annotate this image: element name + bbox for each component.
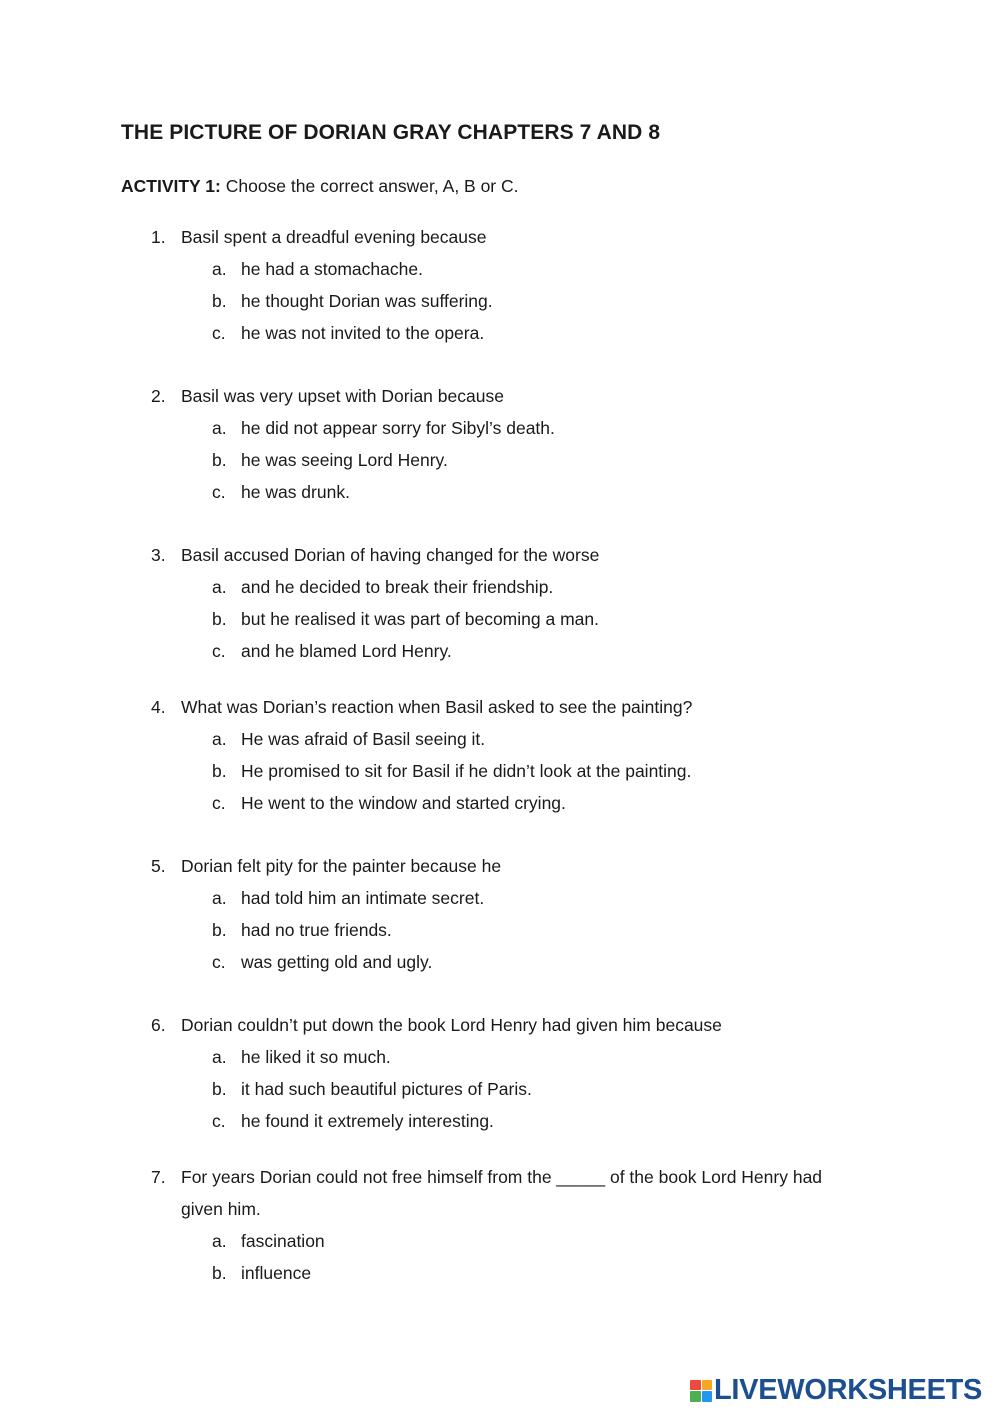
- option-letter: c.: [212, 952, 226, 972]
- question-number: 6.: [151, 1015, 166, 1035]
- option-text: had told him an intimate secret.: [241, 888, 485, 908]
- option-2c[interactable]: [212, 482, 350, 503]
- activity-label: ACTIVITY 1:: [121, 176, 221, 196]
- option-letter: b.: [212, 920, 227, 940]
- option-text: he liked it so much.: [241, 1047, 391, 1067]
- option-7a[interactable]: [212, 1231, 325, 1252]
- option-6c[interactable]: [212, 1111, 494, 1132]
- question-4: [151, 697, 692, 718]
- question-number: 1.: [151, 227, 166, 247]
- option-letter: a.: [212, 1231, 227, 1251]
- option-letter: a.: [212, 888, 227, 908]
- option-text: and he decided to break their friendship.: [241, 577, 554, 597]
- option-3b[interactable]: [212, 609, 599, 630]
- question-6: [151, 1015, 722, 1036]
- option-7b[interactable]: [212, 1263, 311, 1284]
- activity-text: Choose the correct answer, A, B or C.: [225, 176, 519, 196]
- option-6b[interactable]: [212, 1079, 532, 1100]
- question-2: [151, 386, 504, 407]
- question-7: [151, 1167, 822, 1188]
- option-letter: a.: [212, 729, 227, 749]
- option-text: he was drunk.: [241, 482, 350, 502]
- question-text: For years Dorian could not free himself from the _____ of the book Lord Henry had: [181, 1167, 823, 1187]
- question-7-continuation: given him.: [181, 1199, 261, 1219]
- question-1: [151, 227, 487, 248]
- option-text: it had such beautiful pictures of Paris.: [241, 1079, 532, 1099]
- option-letter: c.: [212, 482, 226, 502]
- question-number: 7.: [151, 1167, 166, 1187]
- option-5b[interactable]: [212, 920, 392, 941]
- option-letter: a.: [212, 418, 227, 438]
- option-text: he had a stomachache.: [241, 259, 423, 279]
- option-letter: a.: [212, 1047, 227, 1067]
- option-1c[interactable]: [212, 323, 484, 344]
- question-5: [151, 856, 501, 877]
- option-letter: a.: [212, 259, 227, 279]
- question-number: 5.: [151, 856, 166, 876]
- option-letter: b.: [212, 761, 227, 781]
- option-1a[interactable]: [212, 259, 423, 280]
- liveworksheets-logo[interactable]: [690, 1374, 982, 1407]
- option-letter: b.: [212, 1079, 227, 1099]
- option-text: He promised to sit for Basil if he didn’t look at the painting.: [241, 761, 692, 781]
- option-4a[interactable]: [212, 729, 485, 750]
- page-title: THE PICTURE OF DORIAN GRAY CHAPTERS 7 AND 8: [121, 121, 661, 144]
- option-3c[interactable]: [212, 641, 452, 662]
- option-letter: c.: [212, 323, 226, 343]
- option-4c[interactable]: [212, 793, 566, 814]
- option-text: He was afraid of Basil seeing it.: [241, 729, 486, 749]
- option-5a[interactable]: [212, 888, 484, 909]
- option-text: he thought Dorian was suffering.: [241, 291, 493, 311]
- option-letter: c.: [212, 1111, 226, 1131]
- question-text: Basil accused Dorian of having changed for the worse: [181, 545, 600, 565]
- option-letter: b.: [212, 609, 227, 629]
- option-text: he found it extremely interesting.: [241, 1111, 494, 1131]
- option-text: He went to the window and started crying.: [241, 793, 566, 813]
- option-2a[interactable]: [212, 418, 555, 439]
- option-text: he was seeing Lord Henry.: [241, 450, 448, 470]
- question-text: What was Dorian’s reaction when Basil asked to see the painting?: [181, 697, 693, 717]
- option-text: he was not invited to the opera.: [241, 323, 485, 343]
- option-6a[interactable]: [212, 1047, 391, 1068]
- option-text: and he blamed Lord Henry.: [241, 641, 452, 661]
- option-letter: c.: [212, 793, 226, 813]
- option-5c[interactable]: [212, 952, 432, 973]
- question-number: 4.: [151, 697, 166, 717]
- question-text: Dorian felt pity for the painter because he: [181, 856, 502, 876]
- question-text: Dorian couldn’t put down the book Lord Henry had given him because: [181, 1015, 722, 1035]
- option-text: fascination: [241, 1231, 325, 1251]
- question-3: [151, 545, 599, 566]
- question-text: Basil spent a dreadful evening because: [181, 227, 487, 247]
- logo-squares-icon: [690, 1380, 712, 1402]
- option-1b[interactable]: [212, 291, 493, 312]
- activity-instruction: [121, 176, 519, 197]
- option-text: but he realised it was part of becoming a man.: [241, 609, 599, 629]
- option-text: had no true friends.: [241, 920, 392, 940]
- option-letter: a.: [212, 577, 227, 597]
- option-letter: c.: [212, 641, 226, 661]
- logo-text: LIVEWORKSHEETS: [714, 1374, 983, 1406]
- option-letter: b.: [212, 1263, 227, 1283]
- option-text: was getting old and ugly.: [241, 952, 433, 972]
- option-4b[interactable]: [212, 761, 691, 782]
- option-text: he did not appear sorry for Sibyl’s death.: [241, 418, 555, 438]
- option-letter: b.: [212, 291, 227, 311]
- question-text: Basil was very upset with Dorian because: [181, 386, 504, 406]
- question-number: 3.: [151, 545, 166, 565]
- option-letter: b.: [212, 450, 227, 470]
- option-2b[interactable]: [212, 450, 448, 471]
- option-text: influence: [241, 1263, 312, 1283]
- option-3a[interactable]: [212, 577, 553, 598]
- question-number: 2.: [151, 386, 166, 406]
